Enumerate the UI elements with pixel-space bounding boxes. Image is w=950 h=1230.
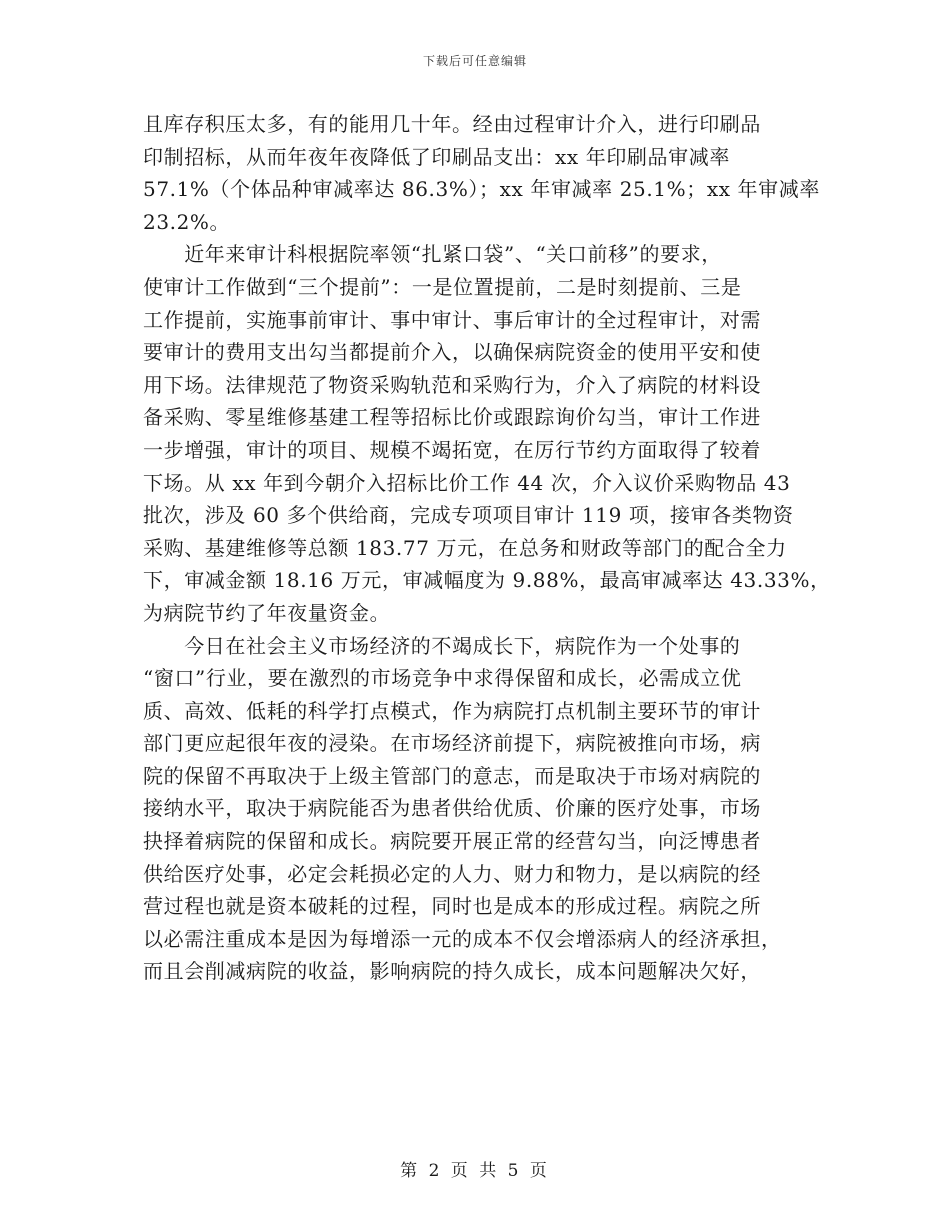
text-line: “窗口”行业，要在激烈的市场竞争中求得保留和成长，必需成立优 [143, 666, 742, 691]
text-line: 近年来审计科根据院率领“扎紧口袋”、“关口前移”的要求， [143, 242, 722, 267]
text-line: 以必需注重成本是因为每增添一元的成本不仅会增添病人的经济承担， [143, 926, 782, 951]
paragraph-2 [143, 238, 831, 629]
text-line: 且库存积压太多，有的能用几十年。经由过程审计介入，进行印刷品 [143, 112, 761, 136]
text-line: 备采购、零星维修基建工程等招标比价或跟踪询价勾当，审计工作进 [143, 405, 761, 430]
text-line: 印制招标，从而年夜年夜降低了印刷品支出：xx 年印刷品审减率 [143, 144, 730, 169]
document-body [143, 108, 831, 988]
paragraph-3 [143, 630, 803, 989]
text-line: 要审计的费用支出勾当都提前介入，以确保病院资金的使用平安和使 [143, 340, 761, 365]
text-line: 抉择着病院的保留和成长。病院要开展正常的经营勾当，向泛博患者 [143, 829, 761, 854]
text-line: 供给医疗处事，必定会耗损必定的人力、财力和物力，是以病院的经 [143, 861, 761, 886]
text-line: 用下场。法律规范了物资采购轨范和采购行为，介入了病院的材料设 [143, 372, 761, 397]
text-line: 下场。从 xx 年到今朝介入招标比价工作 44 次，介入议价采购物品 43 [143, 470, 791, 495]
text-line: 采购、基建维修等总额 183.77 万元，在总务和财政等部门的配合全力 [143, 535, 787, 560]
text-line: 下，审减金额 18.16 万元，审减幅度为 9.88%，最高审减率达 43.33%， [143, 568, 831, 593]
text-line: 一步增强，审计的项目、规模不竭拓宽，在厉行节约方面取得了较着 [143, 437, 761, 462]
page-header: 下载后可任意编辑 [422, 54, 527, 68]
text-line: 23.2%。 [143, 209, 231, 234]
text-line: 批次，涉及 60 多个供给商，完成专项项目审计 119 项，接审各类物资 [143, 503, 794, 528]
paragraph-1 [143, 108, 820, 238]
page-number-footer: 第 2 页 共 5 页 [400, 1161, 550, 1181]
text-line: 工作提前，实施事前审计、事中审计、事后审计的全过程审计，对需 [143, 307, 761, 332]
text-line: 院的保留不再取决于上级主管部门的意志，而是取决于市场对病院的 [143, 763, 761, 788]
text-line: 而且会削减病院的收益，影响病院的持久成长，成本问题解决欠好， [143, 959, 761, 984]
text-line: 使审计工作做到“三个提前”：一是位置提前，二是时刻提前、三是 [143, 274, 742, 299]
text-line: 营过程也就是资本破耗的过程，同时也是成本的形成过程。病院之所 [143, 894, 761, 919]
text-line: 部门更应起很年夜的浸染。在市场经济前提下，病院被推向市场，病 [143, 731, 761, 756]
text-line: 57.1%（个体品种审减率达 86.3%）；xx 年审减率 25.1%；xx 年审减率 [143, 177, 820, 202]
text-line: 今日在社会主义市场经济的不竭成长下，病院作为一个处事的 [143, 633, 741, 658]
text-line: 质、高效、低耗的科学打点模式，作为病院打点机制主要环节的审计 [143, 698, 761, 723]
text-line: 为病院节约了年夜量资金。 [143, 600, 391, 625]
text-line: 接纳水平，取决于病院能否为患者供给优质、价廉的医疗处事，市场 [143, 796, 761, 821]
